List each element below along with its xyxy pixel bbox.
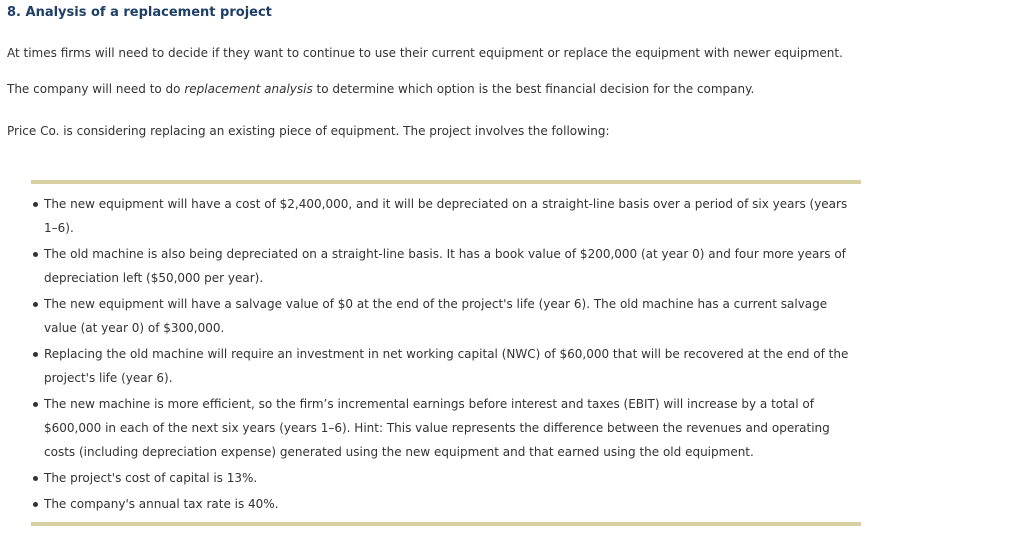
list-item-text: The old machine is also being depreciated on a straight-line basis. It has a book value of $200,000 (at year 0) and four more years of depreciation left ($50,000 per year). (44, 247, 846, 285)
top-divider (31, 180, 861, 184)
project-details-list (31, 192, 861, 518)
list-item (31, 492, 861, 516)
bullet-icon (33, 476, 38, 481)
bottom-divider (31, 522, 861, 526)
intro-paragraph-3: Price Co. is considering replacing an existing piece of equipment. The project involves the following: (7, 124, 610, 138)
page-title: 8. Analysis of a replacement project (7, 5, 272, 20)
intro-paragraph-2 (7, 81, 754, 97)
list-item (31, 392, 861, 464)
list-item (31, 466, 861, 490)
replacement-analysis-term: replacement analysis (184, 82, 313, 96)
bullet-icon (33, 202, 38, 207)
list-item-text: The project's cost of capital is 13%. (44, 471, 258, 485)
list-item-text: The new machine is more efficient, so the firm’s incremental earnings before interest and taxes (EBIT) will increase by a total of $600,000 in each of the next six years (years 1–6). Hint: This value represents the difference between the revenues and operating costs (including depreciation expense) generated using the new equipment and that earned using the old equipment. (44, 397, 830, 459)
list-item-text: The company's annual tax rate is 40%. (44, 497, 279, 511)
list-item (31, 292, 861, 340)
list-item (31, 342, 861, 390)
bullet-icon (33, 252, 38, 257)
intro-paragraph-1: At times firms will need to decide if they want to continue to use their current equipment or replace the equipment with newer equipment. (7, 46, 843, 60)
bullet-icon (33, 502, 38, 507)
list-item (31, 192, 861, 240)
bullet-icon (33, 402, 38, 407)
intro-paragraph-2-start: The company will need to do (7, 82, 185, 96)
intro-paragraph-2-end: to determine which option is the best financial decision for the company. (312, 82, 755, 96)
project-details-box (31, 180, 861, 526)
list-item (31, 242, 861, 290)
bullet-icon (33, 302, 38, 307)
list-item-text: The new equipment will have a cost of $2,400,000, and it will be depreciated on a straight-line basis over a period of six years (years 1–6). (44, 197, 848, 235)
list-item-text: The new equipment will have a salvage value of $0 at the end of the project's life (year 6). The old machine has a current salvage value (at year 0) of $300,000. (44, 297, 828, 335)
bullet-icon (33, 352, 38, 357)
list-item-text: Replacing the old machine will require an investment in net working capital (NWC) of $60,000 that will be recovered at the end of the project's life (year 6). (44, 347, 849, 385)
